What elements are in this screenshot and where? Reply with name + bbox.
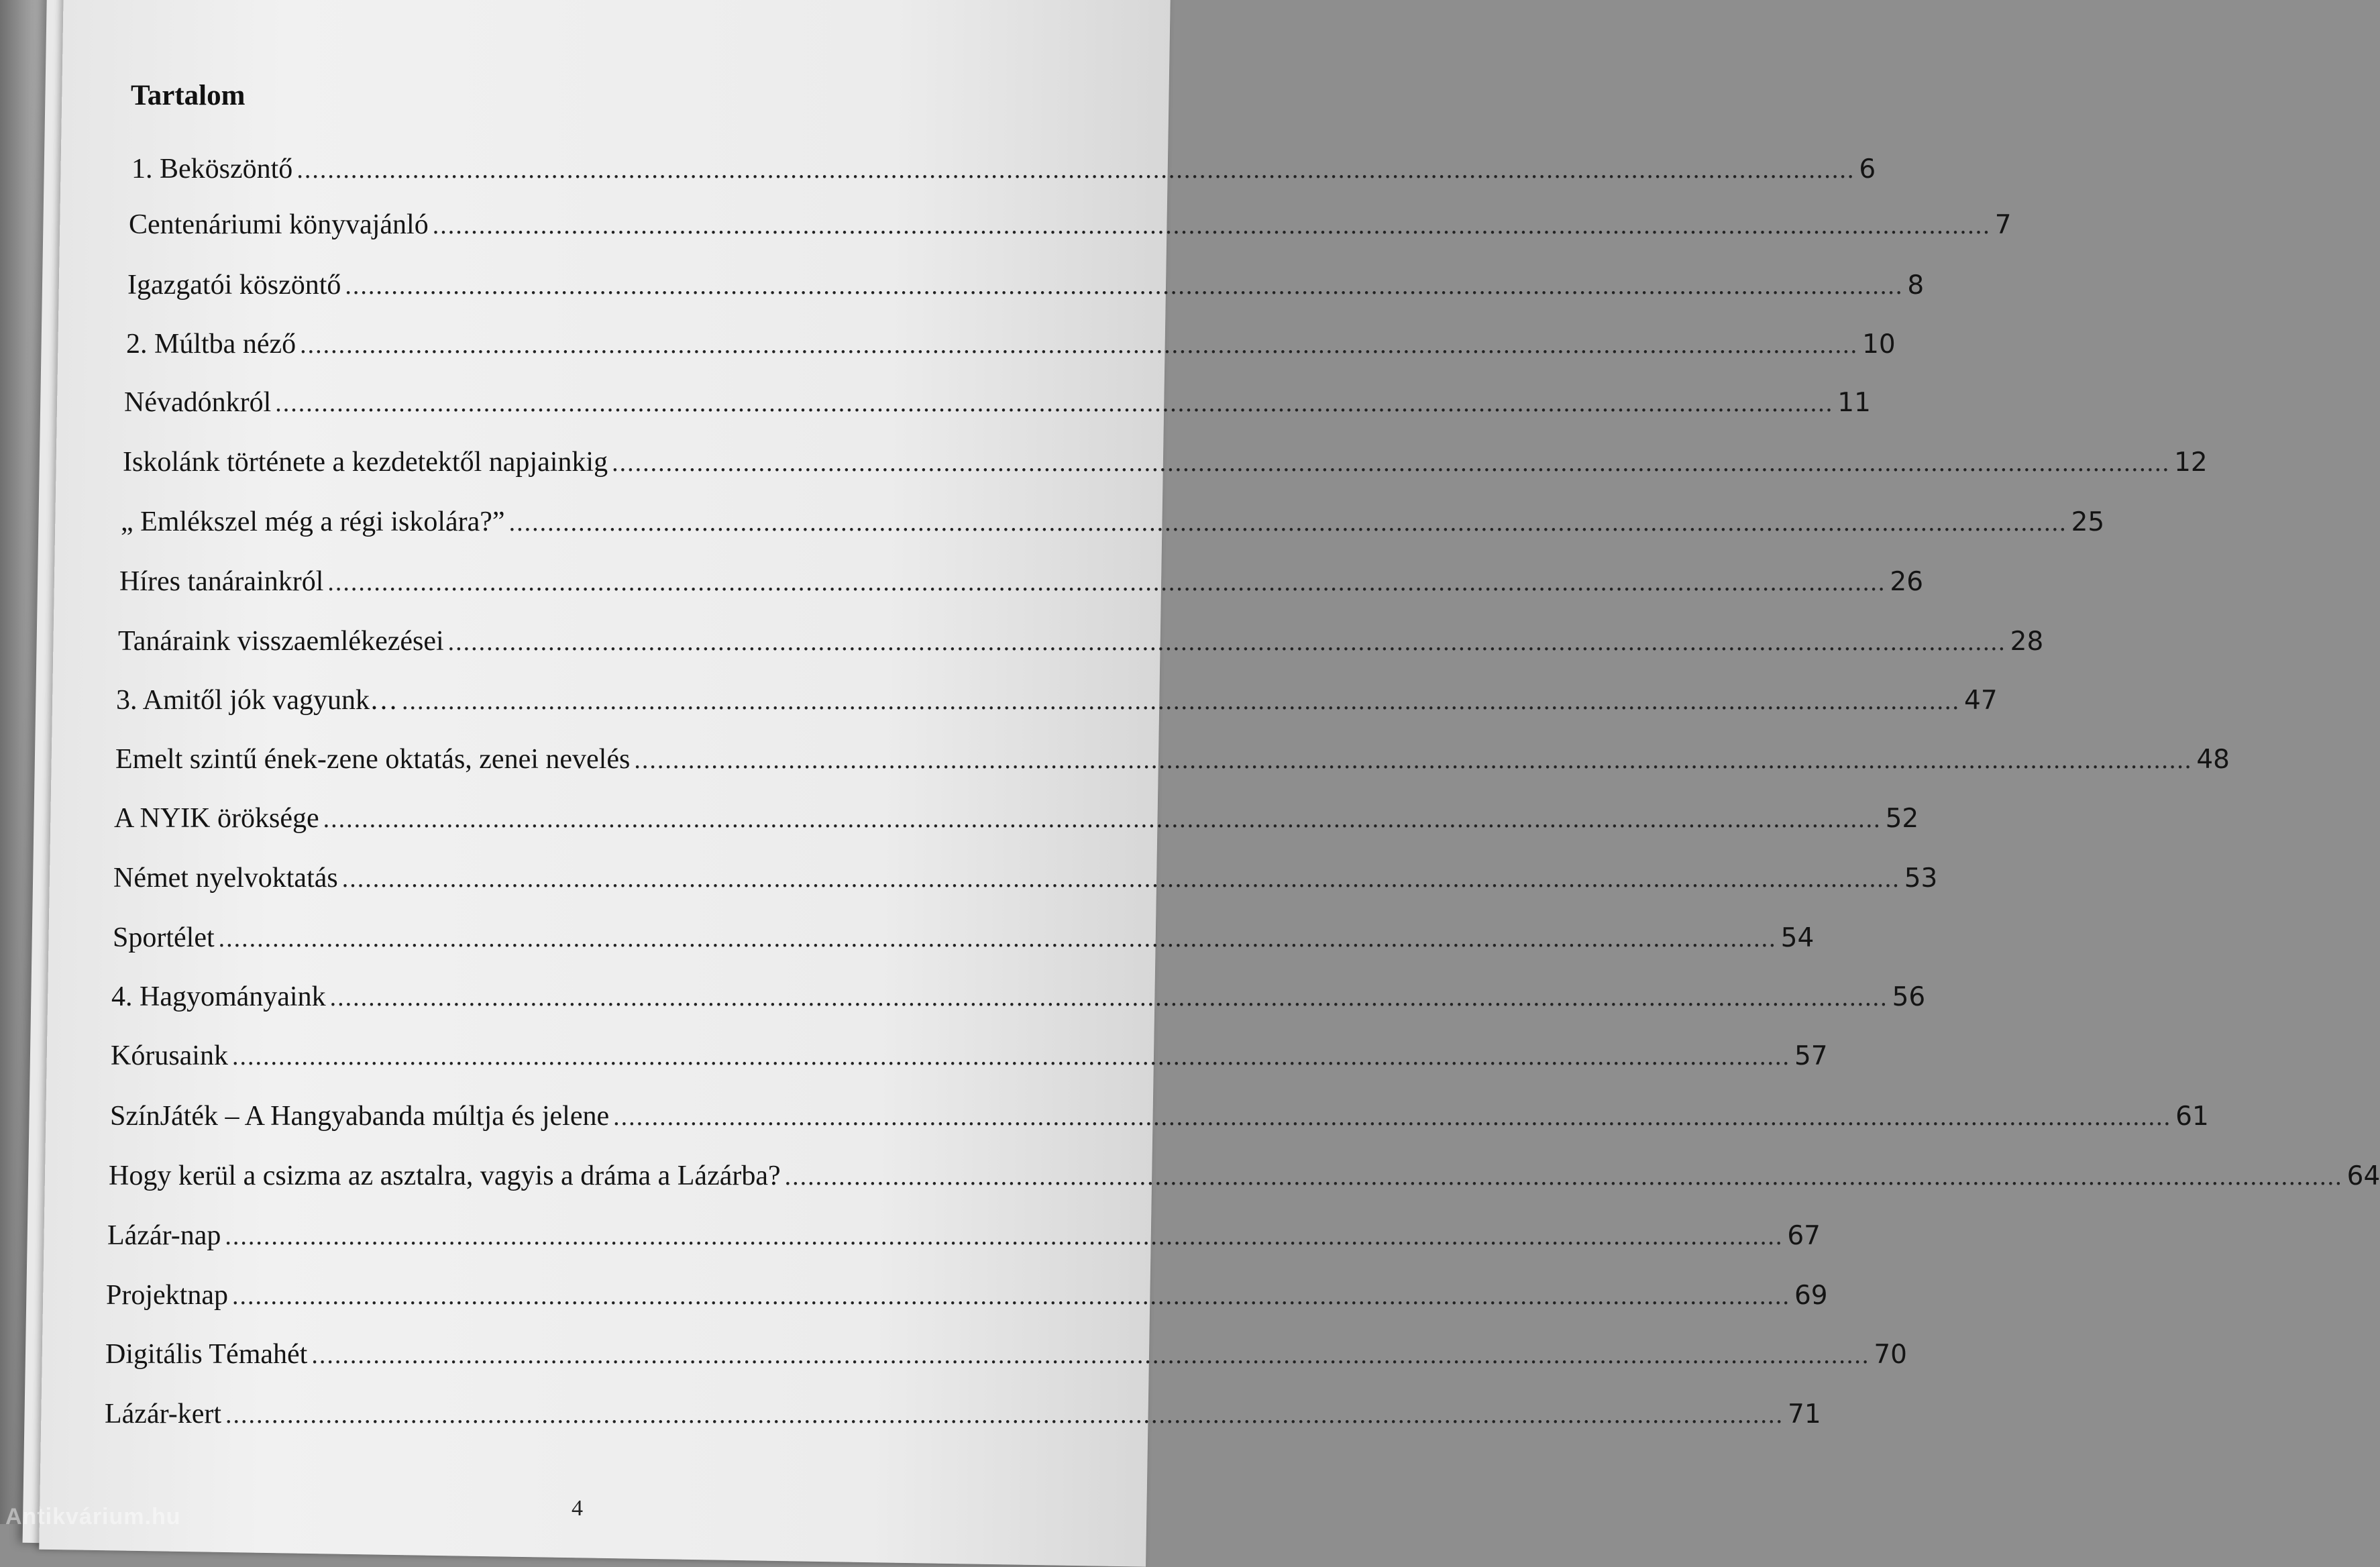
toc-entry[interactable] <box>105 1338 1907 1376</box>
toc-entry[interactable] <box>127 269 1925 307</box>
toc-entry-title: Centenáriumi könyvajánló <box>129 209 429 240</box>
toc-entry-title: Projektnap <box>106 1280 228 1311</box>
toc-entry-page: 54 <box>1780 923 1815 953</box>
toc-entry-page: 69 <box>1794 1281 1828 1311</box>
toc-entry-page: 61 <box>2175 1101 2209 1132</box>
toc-entry-page: 53 <box>1904 863 1938 894</box>
toc-entry[interactable] <box>107 1220 1821 1257</box>
toc-entry-page: 57 <box>1794 1041 1828 1071</box>
toc-entry[interactable] <box>116 684 1998 722</box>
toc-entry-title: Iskolánk története a kezdetektől napjainkig <box>123 447 608 478</box>
toc-entry-page: 47 <box>1964 686 1998 716</box>
dot-leader: .......................................................................................................................................................................................................... <box>341 865 1900 893</box>
toc-entry[interactable] <box>110 1100 2209 1138</box>
toc-entry[interactable] <box>118 625 2044 663</box>
dot-leader: .......................................................................................................................................................................................................... <box>508 508 2067 537</box>
toc-entry-title: Igazgatói köszöntő <box>127 270 341 301</box>
toc-entry-page: 71 <box>1788 1399 1821 1429</box>
toc-entry-page: 64 <box>2346 1161 2380 1191</box>
dot-leader: .......................................................................................................................................................................................................... <box>296 156 1855 184</box>
dot-leader: .......................................................................................................................................................................................................... <box>327 568 1886 596</box>
toc-entry[interactable] <box>123 446 2208 484</box>
toc-entry[interactable] <box>115 743 2230 781</box>
toc-entry-title: Névadónkról <box>124 387 272 418</box>
dot-leader: .......................................................................................................................................................................................................... <box>784 1163 2343 1191</box>
toc-entry-page: 67 <box>1787 1221 1821 1251</box>
toc-entry[interactable] <box>131 153 1876 191</box>
dot-leader: .......................................................................................................................................................................................................... <box>225 1222 1784 1250</box>
toc-entry-title: Hogy kerül a csizma az asztalra, vagyis a dráma a Lázárba? <box>109 1160 781 1191</box>
toc-entry-title: Emelt szintű ének-zene oktatás, zenei nevelés <box>115 744 631 775</box>
toc-entry[interactable] <box>111 1040 1828 1077</box>
toc-entry-page: 8 <box>1907 270 1925 301</box>
toc-entry-title: SzínJáték – A Hangyabanda múltja és jelene <box>110 1101 610 1132</box>
toc-entry-page: 6 <box>1859 154 1876 184</box>
toc-entry-page: 25 <box>2071 507 2105 537</box>
toc-entry-title: Digitális Témahét <box>105 1339 308 1370</box>
page-number: 4 <box>572 1496 583 1521</box>
dot-leader: .......................................................................................................................................................................................................... <box>300 331 1859 359</box>
toc-entry[interactable] <box>121 506 2105 543</box>
toc-entry[interactable] <box>126 328 1896 366</box>
toc-entry[interactable] <box>109 1160 2380 1197</box>
dot-leader: .......................................................................................................................................................................................................... <box>613 1103 2172 1131</box>
toc-entry-title: 2. Múltba néző <box>126 329 296 360</box>
toc-entry-page: 12 <box>2174 447 2208 478</box>
toc-entry[interactable] <box>113 862 1938 900</box>
dot-leader: .......................................................................................................................................................................................................... <box>225 1401 1784 1429</box>
dot-leader: .......................................................................................................................................................................................................... <box>345 272 1904 300</box>
toc-entry-page: 56 <box>1892 982 1926 1012</box>
dot-leader: .......................................................................................................................................................................................................... <box>231 1282 1790 1310</box>
toc-entry-title: 3. Amitől jók vagyunk… <box>116 685 398 716</box>
dot-leader: .......................................................................................................................................................................................................... <box>329 983 1888 1012</box>
toc-entry-title: „ Emlékszel még a régi iskolára?” <box>121 506 505 537</box>
toc-entry-title: Lázár-nap <box>107 1220 221 1251</box>
toc-entry[interactable] <box>106 1279 1828 1317</box>
toc-entry-title: Híres tanárainkról <box>119 566 324 597</box>
toc-heading: Tartalom <box>131 80 246 111</box>
toc-entry[interactable] <box>113 922 1815 959</box>
dot-leader: .......................................................................................................................................................................................................... <box>612 449 2171 477</box>
toc-entry-page: 7 <box>1994 210 2012 240</box>
toc-entry-title: Kórusaink <box>111 1040 228 1071</box>
dot-leader: .......................................................................................................................................................................................................... <box>231 1042 1790 1071</box>
dot-leader: .......................................................................................................................................................................................................... <box>634 746 2193 774</box>
toc-entry-page: 10 <box>1862 329 1896 360</box>
toc-entry[interactable] <box>119 565 1924 603</box>
dot-leader: .......................................................................................................................................................................................................... <box>402 687 1960 715</box>
toc-entry-title: Német nyelvoktatás <box>113 863 338 894</box>
toc-entry-title: Sportélet <box>113 922 215 953</box>
toc-entry-title: Lázár-kert <box>105 1399 222 1429</box>
toc-entry[interactable] <box>124 386 1871 424</box>
dot-leader: .......................................................................................................................................................................................................... <box>311 1341 1870 1369</box>
toc-entry-title: 1. Beköszöntő <box>131 154 293 184</box>
toc-entry-title: 4. Hagyományaink <box>111 981 326 1012</box>
toc-entry[interactable] <box>114 802 1919 840</box>
toc-entry-title: Tanáraink visszaemlékezései <box>118 626 444 657</box>
toc-entry-title: A NYIK öröksége <box>114 803 319 834</box>
toc-entry[interactable] <box>129 209 2012 246</box>
toc-entry[interactable] <box>111 981 1926 1018</box>
toc-entry-page: 48 <box>2196 745 2230 775</box>
toc-entry-page: 26 <box>1890 567 1924 597</box>
toc-entry-page: 52 <box>1885 804 1919 834</box>
dot-leader: .......................................................................................................................................................................................................... <box>447 628 2006 656</box>
toc-entry-page: 11 <box>1837 388 1871 418</box>
toc-entry[interactable] <box>105 1398 1821 1436</box>
dot-leader: .......................................................................................................................................................................................................... <box>275 389 1834 417</box>
dot-leader: .......................................................................................................................................................................................................... <box>432 211 1991 239</box>
toc-entry-page: 70 <box>1874 1340 1907 1370</box>
toc-entry-page: 28 <box>2010 627 2044 657</box>
dot-leader: .......................................................................................................................................................................................................... <box>218 924 1777 953</box>
watermark-text: Antikvárium.hu <box>5 1504 181 1529</box>
dot-leader: .......................................................................................................................................................................................................... <box>323 805 1882 833</box>
